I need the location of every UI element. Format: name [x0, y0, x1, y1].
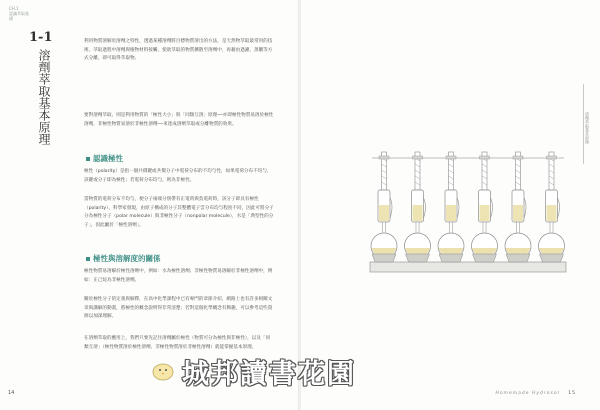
clamp — [413, 156, 423, 159]
flask-neck — [483, 222, 486, 234]
heating-mantle — [372, 254, 396, 262]
heating-mantle — [540, 254, 564, 262]
side-tab-rule — [583, 84, 584, 164]
extractor-liquid — [413, 205, 423, 221]
stand-base — [370, 262, 566, 272]
soxhlet-apparatus-illustration — [368, 150, 568, 280]
side-tab-title: 溶劑萃取基本原理 — [585, 112, 590, 144]
chapter-subtitle: 認識萃取基礎 — [9, 11, 29, 21]
chapter-label — [9, 6, 29, 21]
heading-polarity — [86, 153, 123, 164]
bullet-icon — [86, 257, 90, 261]
flask-neck — [450, 222, 453, 234]
page-number-left: 14 — [8, 390, 15, 396]
chapter-number: CH.1 — [9, 6, 19, 11]
heading-solubility-text: 極性與溶解度的關係 — [93, 254, 161, 263]
extractor-liquid — [446, 205, 456, 221]
heating-mantle — [406, 254, 430, 262]
heading-solubility — [86, 253, 161, 264]
heating-mantle — [506, 254, 530, 262]
mascot-chick-icon — [151, 359, 175, 381]
section-number: 1-1 — [29, 30, 53, 45]
solubility-paragraph-2: 關於極性分子的定義與解釋，在高中化學課程中已有專門的章節介紹，網路上也有許多相關文章與講解的動畫，將極性的概念說明得非常清楚；若對這個化學概念有興趣，可以參考這些資源以加深理解。 — [84, 297, 273, 320]
left-page — [0, 0, 299, 410]
extractor-liquid — [547, 205, 557, 221]
running-foot-text: Homemade Hydrosol — [495, 391, 560, 396]
flask-neck — [517, 222, 520, 234]
intro-paragraph-1: 利用物質溶解於溶劑之特性，透過某種溶劑將目標物質溶出的方法，是天然物萃取最常用的技術。萃取過程中溶劑與植物材料接觸，使欲萃取的物質擴散至溶劑中，再藉由過濾、蒸餾等方式分離，即可取得萃取物。 — [84, 39, 273, 62]
clamp — [547, 156, 557, 159]
clamp — [379, 156, 389, 159]
intro-paragraph-2: 要對溶劑萃取，則是利用物質的「極性大小」與「同類互溶」原理──亦即極性物質易溶於極性溶劑，非極性物質易溶於非極性溶劑──來達成溶劑萃取或分離物質的效果。 — [84, 113, 274, 127]
watermark: 城邦讀書花園 — [182, 359, 356, 390]
flask-neck — [383, 222, 386, 234]
flask-neck — [550, 222, 553, 234]
polarity-paragraph-1: 極性（polarity）是指一個共價鍵或共價分子中電荷分布的不均勻性，如果電荷分布不均勻，該鍵或分子即為極性；若電荷分布均勻，則為非極性。 — [84, 169, 272, 183]
extractor-liquid — [379, 205, 389, 221]
clamp — [446, 156, 456, 159]
solubility-paragraph-1: 極性物質易溶解於極性溶劑中，例如：水為極性溶劑；非極性物質易溶解於非極性溶劑中，例如：正己烷為非極性溶劑。 — [84, 269, 273, 283]
heading-polarity-text: 認識極性 — [93, 154, 123, 163]
polarity-paragraph-2: 當物質的電荷分布不均勻，便分子兩端分別帶有正電荷與負電荷時，該分子即具有極性（polarity），科學家發現，由原子構成的分子其整體電子雲分布均勻程度不同，因此可將分子分為極性分子（polar molecule）與非極性分子（nonpolar molecule），水是「典型性的分子」，因此屬於「極性溶劑」。 — [84, 197, 274, 228]
solubility-paragraph-3: 在溶劑萃取的應用上，我們只要先記住溶劑屬於極性（物質可分為極性與非極性），以及「同類互溶」（極性物質溶於極性溶劑、非極性物質溶於非極性溶劑）就能掌握基本原理。 — [84, 336, 271, 350]
page-number-right: 15 — [568, 391, 576, 396]
clamp — [513, 156, 523, 159]
heating-mantle — [439, 254, 463, 262]
extractor-liquid — [480, 205, 490, 221]
heating-mantle — [473, 254, 497, 262]
flask-neck — [416, 222, 419, 234]
section-title: 溶劑萃取基本原理 — [37, 49, 51, 145]
clamp — [480, 156, 490, 159]
extractor-liquid — [513, 205, 523, 221]
bullet-icon — [86, 157, 90, 161]
running-foot — [495, 391, 576, 396]
